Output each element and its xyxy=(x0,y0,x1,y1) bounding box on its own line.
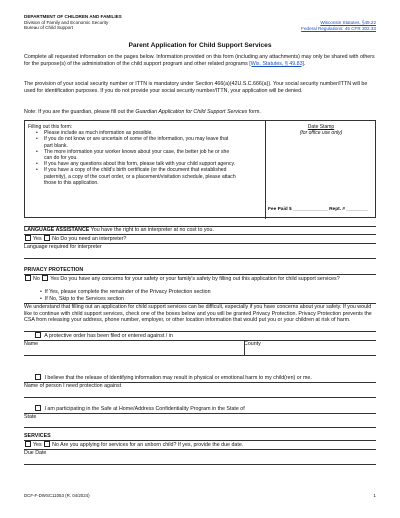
interpreter-no-checkbox[interactable] xyxy=(44,235,50,241)
due-date-label: Due Date xyxy=(24,450,47,456)
field-divider xyxy=(244,340,245,355)
department-name: DEPARTMENT OF CHILDREN AND FAMILIES xyxy=(24,14,122,19)
date-stamp-note: (for office use only) xyxy=(299,130,343,136)
language-heading: LANGUAGE ASSISTANCE xyxy=(24,227,90,233)
protective-order-fields xyxy=(24,341,376,348)
statute-inline-link[interactable]: [Wis. Statutes, § 49.83] xyxy=(249,60,305,67)
instructions-list xyxy=(34,130,238,186)
language-heading-row xyxy=(24,227,214,234)
protective-order-name-field[interactable]: Name xyxy=(24,341,39,347)
privacy-option-protective-order: A protective order has been filed or entered against / in xyxy=(24,332,376,340)
language-description: You have the right to an interpreter at no cost to you. xyxy=(90,227,214,233)
interpreter-question-row: Yes No Do you need an interpreter? xyxy=(24,235,376,243)
privacy-bullet-yes: • If Yes, please complete the remainder of the Privacy Protection section xyxy=(40,289,211,295)
instructions-box xyxy=(24,120,376,218)
privacy-explanation: We understand that filling out an application for child support services can be difficult, especially if you have concerns about your safety. If you would like to continue with child support services, check one of the boxes below and you will be granted Privacy Protection. Privacy Protection prevents the CSA from releasing your address, phone number, employer, or other location information that would put you or your children at risk of harm. xyxy=(24,304,372,324)
intro-paragraph-2: The provision of your social security number or ITTN is mandatory under Section 466(a)(42U.S.C.666(a)). Your social security number/ITTN will be used for identification purposes. If you do not provide your social security number/ITTN, your application will be denied. xyxy=(24,81,368,94)
instruction-item: • Please include as much information as possible. xyxy=(34,130,238,136)
division-name: Division of Family and Economic Security xyxy=(24,19,109,25)
agency-header xyxy=(24,14,122,31)
intro-note: Note: If you are the guardian, please fill out the Guardian Application for Child Support Services form. xyxy=(24,109,261,115)
regulation-link[interactable]: Federal Regulations: 45 CFR 302.33 xyxy=(301,25,376,31)
privacy-question-row: No Yes Do you have any concerns for your safety or your family's safety by filling out this application for child support services? xyxy=(24,275,376,283)
instruction-item: • If you have any questions about this form, please talk with your child support agency. xyxy=(34,161,238,167)
unborn-child-question: Are you applying for services for an unborn child? If yes, provide the due date. xyxy=(60,442,244,448)
date-stamp-area xyxy=(267,124,375,136)
privacy-option-harm: I believe that the release of identifying information may result in physical or emotional harm to my child(ren) or me. xyxy=(24,374,376,382)
date-stamp-title: Date Stamp xyxy=(307,124,335,130)
row-divider xyxy=(24,464,376,465)
form-id: DCF-F-DWSC11053 (R. 04/2024) xyxy=(24,493,90,498)
unborn-no-checkbox[interactable] xyxy=(44,441,50,447)
row-divider xyxy=(24,427,376,428)
due-date-field[interactable] xyxy=(24,450,376,457)
safe-at-home-checkbox[interactable] xyxy=(35,405,41,411)
instruction-item: • The more information your worker knows about your case, the better job he or she can do for you. xyxy=(34,149,238,161)
page-footer xyxy=(24,493,376,498)
privacy-heading-row xyxy=(24,267,83,274)
privacy-question: Do you have any concerns for your safety or your family's safety by filling out this application for child support services? xyxy=(60,276,340,282)
safe-at-home-state-field[interactable] xyxy=(24,414,376,421)
protection-against-label: Name of person I need protection against xyxy=(24,383,122,389)
interpreter-yes-checkbox[interactable] xyxy=(25,235,31,241)
instruction-item: • If you do not know or are uncertain of some of the information, you may leave that part blank. xyxy=(34,136,238,148)
services-heading: SERVICES xyxy=(24,433,51,439)
legal-references xyxy=(301,20,376,31)
instructions xyxy=(28,124,238,186)
privacy-yes-checkbox[interactable] xyxy=(42,275,48,281)
row-divider xyxy=(24,258,376,259)
unborn-child-question-row: Yes No Are you applying for services for an unborn child? If yes, provide the due date. xyxy=(24,441,376,449)
services-heading-row xyxy=(24,433,51,440)
guardian-application-title: Guardian Application for Child Support Services xyxy=(135,109,248,115)
interpreter-language-label: Language required for interpreter xyxy=(24,244,102,250)
privacy-heading: PRIVACY PROTECTION xyxy=(24,267,84,273)
statute-link[interactable]: Wisconsin Statutes, §49.22 xyxy=(320,20,376,25)
protective-order-county-field[interactable]: County xyxy=(244,341,261,347)
page-number: 1 xyxy=(373,493,376,498)
privacy-bullet-no: • If No, Skip to the Services section xyxy=(40,296,125,302)
row-divider xyxy=(24,397,376,398)
row-divider xyxy=(24,355,376,356)
state-label: State xyxy=(24,414,37,420)
bureau-name: Bureau of Child Support xyxy=(24,25,74,31)
intro-paragraph-1: Complete all requested information on the pages below. Information provided on this form (including any attachments) may only be shared with others for the purpose(s) of the administration of the child support program and other related programs [Wis. Statutes, § 49.83]. xyxy=(24,54,375,67)
box-divider xyxy=(265,121,266,219)
harm-belief-checkbox[interactable] xyxy=(35,374,41,380)
fee-paid-field[interactable]: Fee Paid $ _____________ Rept. # ________ xyxy=(268,207,368,212)
protective-order-checkbox[interactable] xyxy=(35,332,41,338)
interpreter-language-field[interactable] xyxy=(24,244,376,251)
protection-against-field[interactable] xyxy=(24,383,376,390)
instructions-heading: Filling out this form: xyxy=(28,124,73,130)
form-title: Parent Application for Child Support Services xyxy=(128,42,272,49)
privacy-option-safe-at-home: I am participating in the Safe at Home/Address Confidentiality Program in the State of xyxy=(24,405,376,413)
privacy-no-checkbox[interactable] xyxy=(25,275,31,281)
unborn-yes-checkbox[interactable] xyxy=(25,441,31,447)
instruction-item: • If you have a copy of the child's birth certificate (or the document that established paternity), a copy of the court order, or a placement/visitation schedule, please attach those to this application. xyxy=(34,167,238,186)
interpreter-question: Do you need an interpreter? xyxy=(60,236,127,242)
